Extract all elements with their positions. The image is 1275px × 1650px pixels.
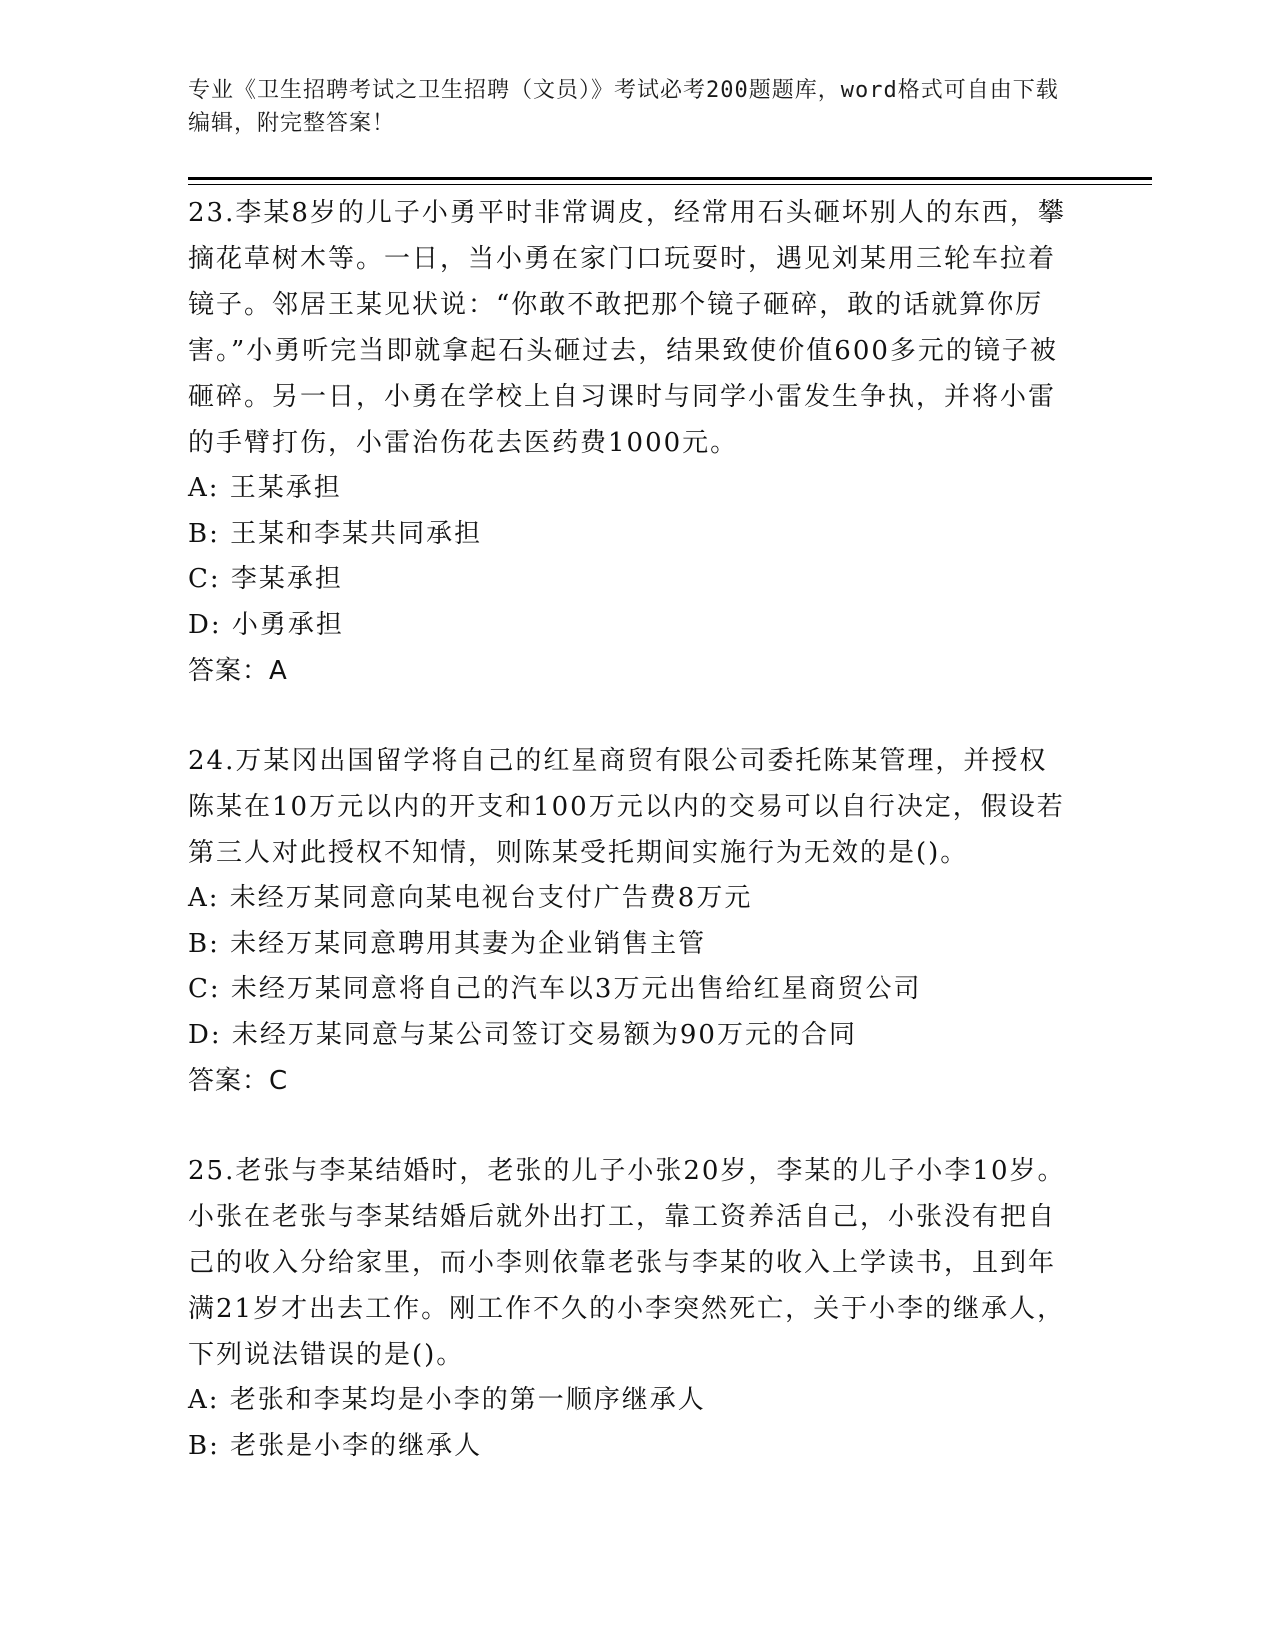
question-23 <box>188 190 1068 694</box>
option-b: B: 王某和李某共同承担 <box>188 518 483 549</box>
option-a: A: 王某承担 <box>188 473 342 503</box>
option-c: C: 李某承担 <box>188 564 343 594</box>
questions-container <box>188 190 1068 1469</box>
question-spacer <box>188 694 1068 738</box>
question-spacer <box>188 1104 1068 1148</box>
option-a: A: 老张和李某均是小李的第一顺序继承人 <box>188 1385 706 1415</box>
option-b: B: 老张是小李的继承人 <box>188 1430 483 1461</box>
answer-label: 答案：C <box>188 1066 289 1096</box>
option-d: D: 未经万某同意与某公司签订交易额为90万元的合同 <box>188 1019 857 1050</box>
question-stem: 23.李某8岁的儿子小勇平时非常调皮，经常用石头砸坏别人的东西，攀摘花草树木等。一日，当小勇在家门口玩耍时，遇见刘某用三轮车拉着镜子。邻居王某见状说：“你敢不敢把那个镜子砸碎，敢的话就算你厉害。”小勇听完当即就拿起石头砸过去，结果致使价值600多元的镜子被砸碎。另一日，小勇在学校上自习课时与同学小雷发生争执，并将小雷的手臂打伤，小雷治伤花去医药费1000元。 <box>188 198 1066 458</box>
answer-label: 答案：A <box>188 656 288 686</box>
question-stem: 24.万某冈出国留学将自己的红星商贸有限公司委托陈某管理，并授权陈某在10万元以内的开支和100万元以内的交易可以自行决定，假设若第三人对此授权不知情，则陈某受托期间实施行为无效的是()。 <box>188 746 1065 868</box>
document-header: 专业《卫生招聘考试之卫生招聘（文员）》考试必考200题题库，word格式可自由下载编辑，附完整答案！ <box>188 78 1059 136</box>
option-c: C: 未经万某同意将自己的汽车以3万元出售给红星商贸公司 <box>188 974 922 1004</box>
question-24 <box>188 738 1068 1104</box>
option-a: A: 未经万某同意向某电视台支付广告费8万元 <box>188 883 753 913</box>
question-25 <box>188 1148 1068 1469</box>
option-d: D: 小勇承担 <box>188 609 344 640</box>
header-divider-thin <box>188 184 1152 185</box>
header-divider-thick <box>188 177 1152 180</box>
question-stem: 25.老张与李某结婚时，老张的儿子小张20岁，李某的儿子小李10岁。小张在老张与李某结婚后就外出打工，靠工资养活自己，小张没有把自己的收入分给家里，而小李则依靠老张与李某的收入上学读书，且到年满21岁才出去工作。刚工作不久的小李突然死亡，关于小李的继承人，下列说法错误的是()。 <box>188 1156 1066 1370</box>
option-b: B: 未经万某同意聘用其妻为企业销售主管 <box>188 928 707 959</box>
